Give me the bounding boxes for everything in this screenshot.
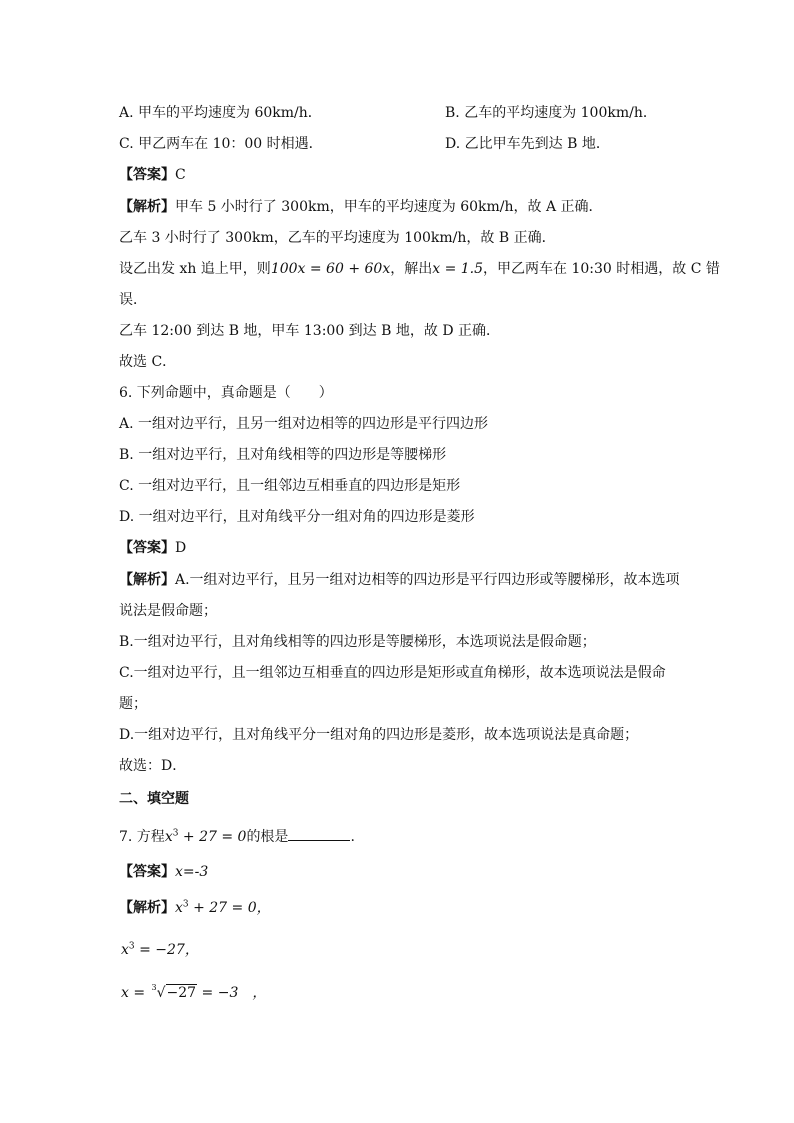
q5-analysis-line-2: 乙车 3 小时行了 300km，乙车的平均速度为 100km/h，故 B 正确．	[119, 230, 556, 246]
q6-analysis-line-4: D.一组对边平行，且对角线平分一组对角的四边形是菱形，故本选项说法是真命题；	[119, 727, 639, 743]
q7-stem: 7. 方程$x^3 + 27 = 0$的根是 .	[119, 826, 355, 847]
cube-root: $^3$√−27	[151, 983, 197, 1001]
q6-option-c: C. 一组对边平行，且一组邻边互相垂直的四边形是矩形	[119, 478, 461, 494]
equation: 100x = 60 + 60x	[270, 261, 391, 277]
q5-option-c: C. 甲乙两车在 10：00 时相遇．	[119, 136, 323, 152]
q6-analysis-line-2: B.一组对边平行，且对角线相等的四边形是等腰梯形，本选项说法是假命题；	[119, 634, 596, 650]
q5-answer	[119, 165, 186, 185]
q6-analysis-line-3: C.一组对边平行，且一组邻边互相垂直的四边形是矩形或直角梯形，故本选项说法是假命	[119, 665, 666, 681]
q5-analysis-line-5: 故选 C．	[119, 354, 177, 370]
answer-label: 【答案】	[119, 864, 175, 880]
q6-answer	[119, 538, 186, 558]
analysis-label: 【解析】	[119, 900, 175, 916]
q5-analysis-line-1: 【解析】甲车 5 小时行了 300km，甲车的平均速度为 60km/h，故 A 正确．	[119, 199, 603, 215]
q5-option-a: A. 甲车的平均速度为 60km/h．	[119, 105, 322, 121]
q6-analysis-line-1: 【解析】A.一组对边平行，且另一组对边相等的四边形是平行四边形或等腰梯形，故本选项	[119, 572, 680, 588]
q5-option-b: B. 乙车的平均速度为 100km/h．	[445, 105, 657, 121]
answer-value: D	[175, 540, 187, 556]
q6-analysis-line-3-cont: 题；	[119, 696, 147, 712]
q7-analysis-line-1: 【解析】$x^3 + 27 = 0$，	[119, 899, 271, 916]
answer-label: 【答案】	[119, 540, 175, 556]
q7-analysis-line-2: $x^3 = -27$，	[121, 941, 199, 958]
q6-analysis-line-1-cont: 说法是假命题；	[119, 603, 217, 619]
answer-blank	[288, 826, 350, 841]
q6-option-d: D. 一组对边平行，且对角线平分一组对角的四边形是菱形	[119, 509, 475, 525]
q5-analysis-line-3-cont: 误．	[119, 292, 147, 308]
analysis-label: 【解析】	[119, 572, 175, 588]
q5-analysis-line-3: 设乙出发 xh 追上甲，则100x = 60 + 60x，解出x = 1.5，甲乙两车在 10:30 时相遇，故 C 错	[119, 261, 720, 277]
section-heading: 二、填空题	[119, 791, 189, 807]
q6-analysis-line-5: 故选：D．	[119, 758, 187, 774]
solution: x = 1.5	[432, 261, 484, 277]
q5-option-d: D. 乙比甲车先到达 B 地．	[445, 136, 610, 152]
answer-value: C	[175, 167, 186, 183]
q6-option-a: A. 一组对边平行，且另一组对边相等的四边形是平行四边形	[119, 416, 489, 432]
q6-option-b: B. 一组对边平行，且对角线相等的四边形是等腰梯形	[119, 447, 447, 463]
analysis-label: 【解析】	[119, 199, 175, 215]
q5-analysis-line-4: 乙车 12:00 到达 B 地，甲车 13:00 到达 B 地，故 D 正确．	[119, 323, 500, 339]
answer-label: 【答案】	[119, 167, 175, 183]
q7-analysis-line-3: x = $^3$√−27 = −3 ，	[121, 983, 267, 1001]
answer-value: x=-3	[175, 864, 209, 880]
q6-stem: 6. 下列命题中，真命题是（ ）	[119, 385, 333, 401]
q7-answer	[119, 862, 208, 882]
